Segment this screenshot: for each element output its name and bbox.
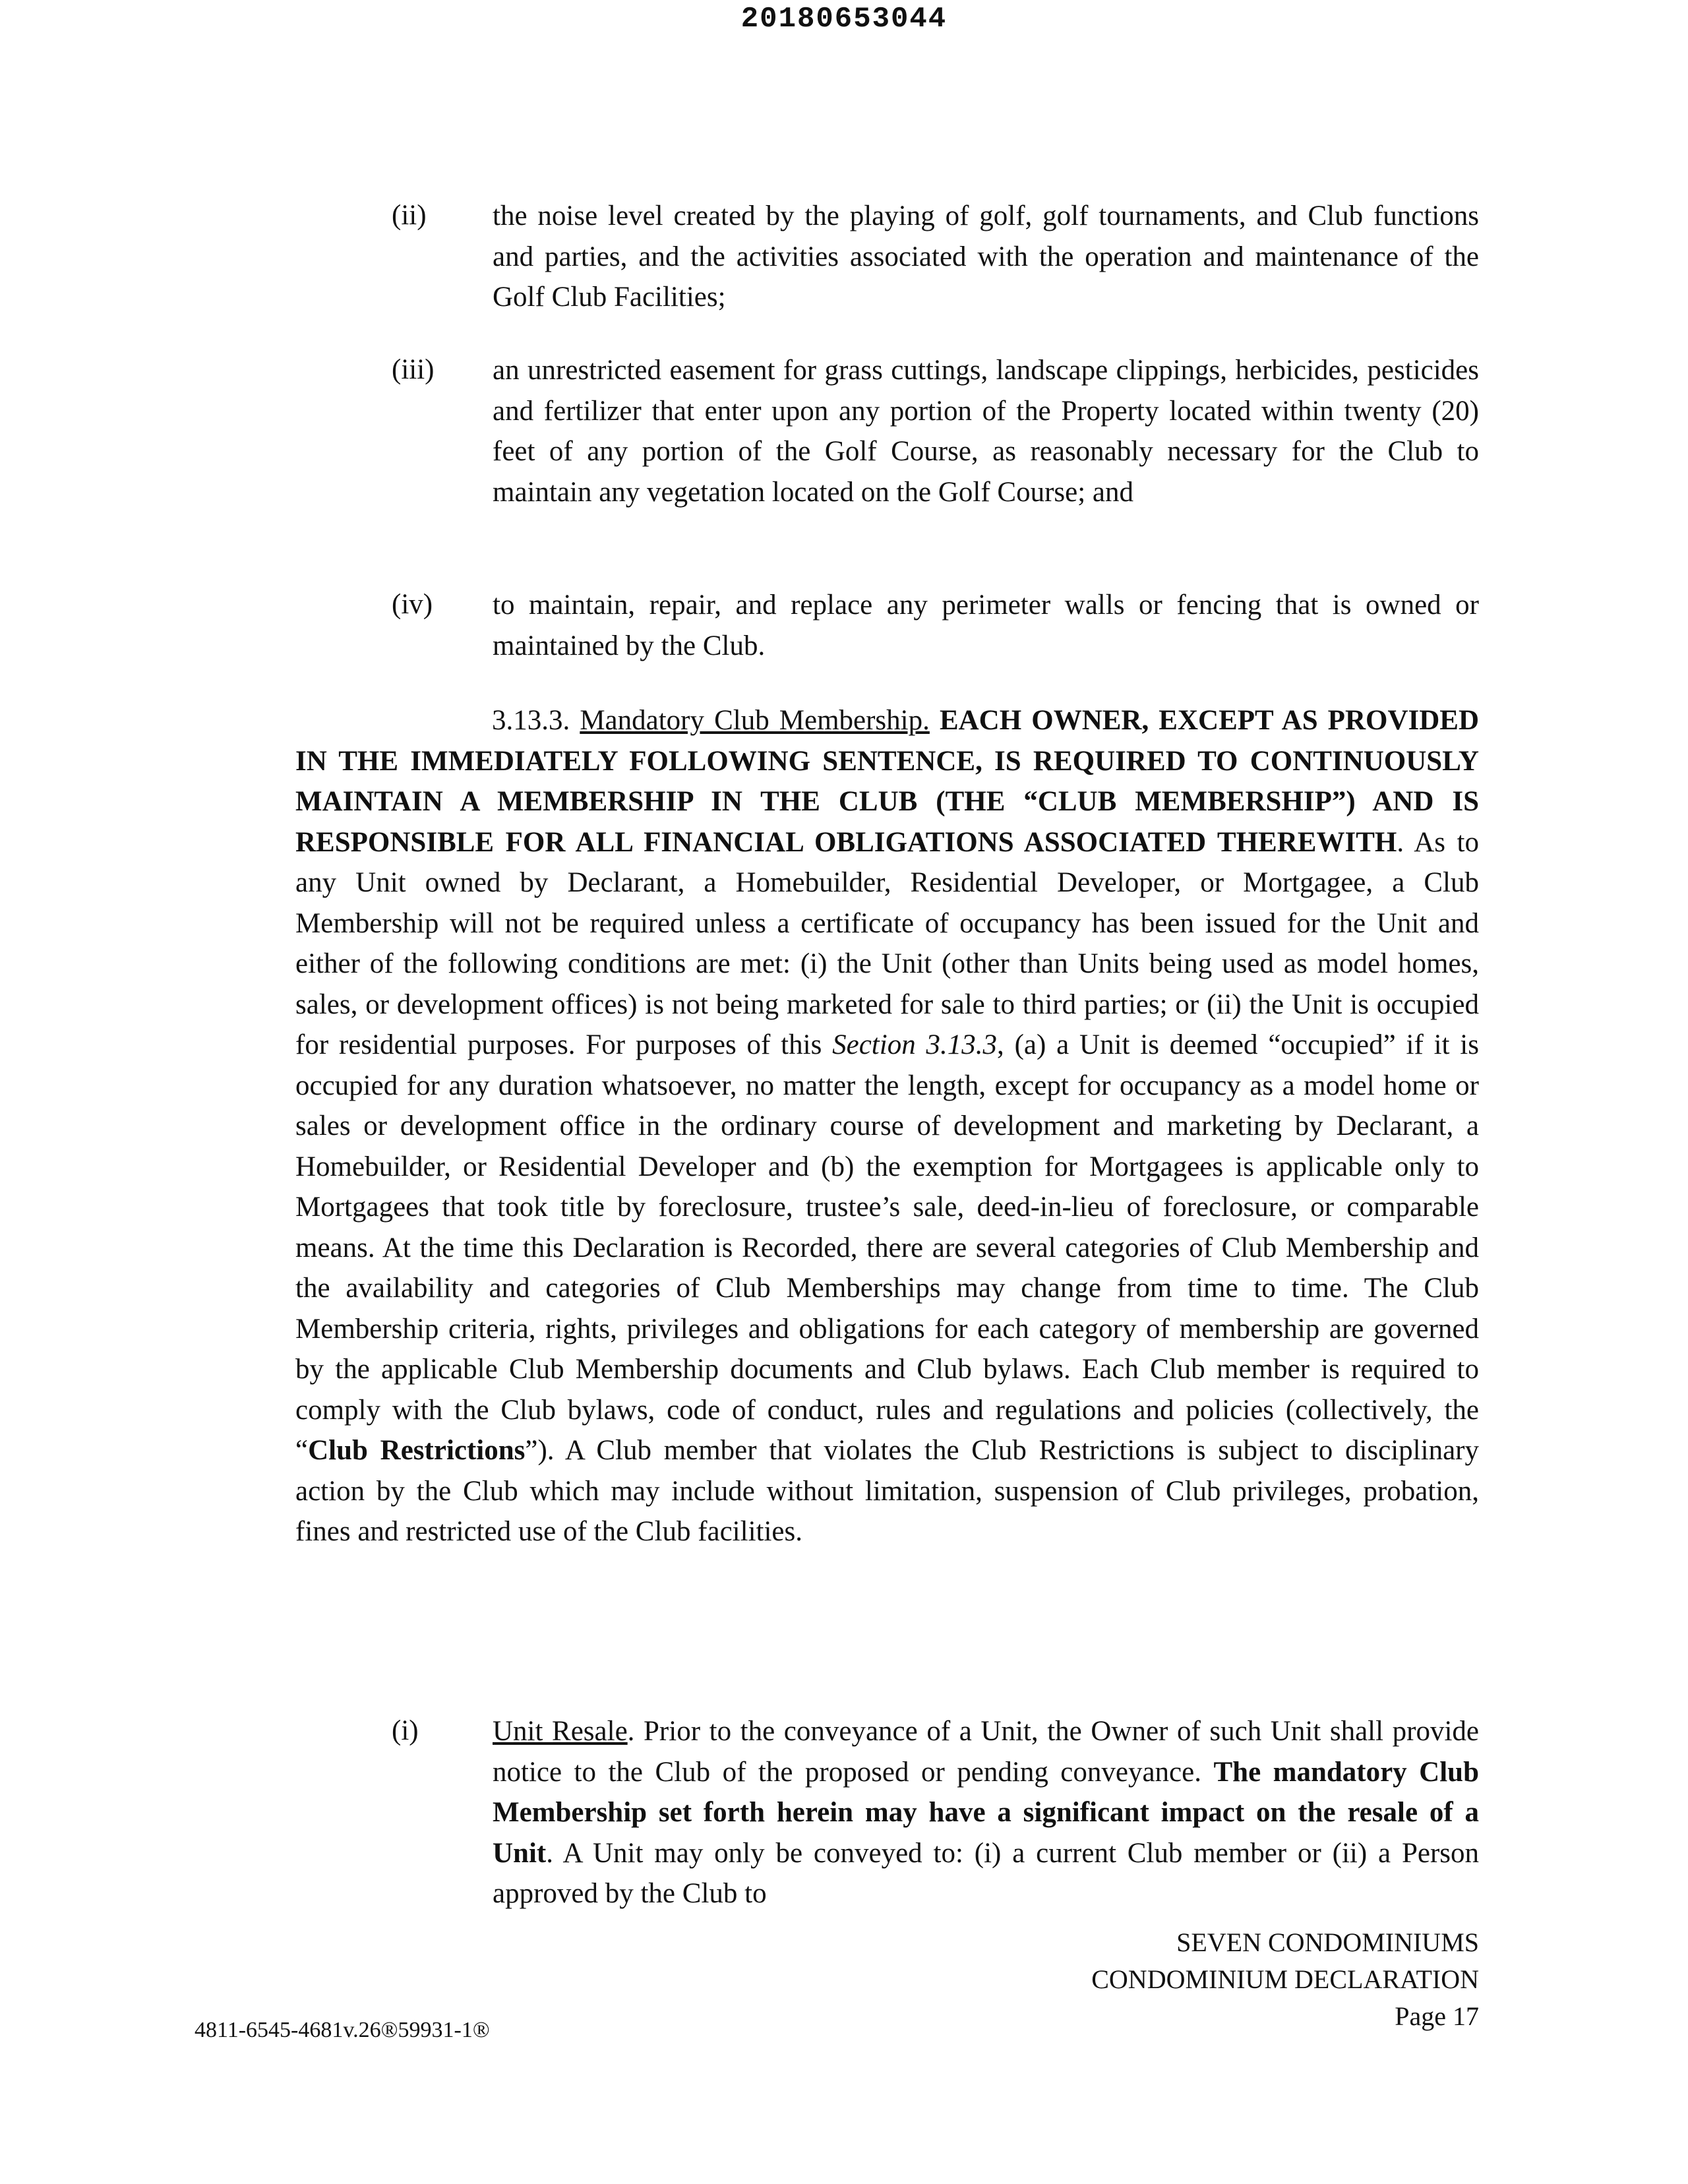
section-text-2: , (a) a Unit is deemed “occupied” if it is occupied for any duration whatsoever, no matter the length, except for occupancy as a model home or sales or development office in the ordinary course of development and marketing by Declarant, a Homebuilder, or Residential Developer and (b) the exemption for Mortgagees is applicable only to Mortgagees that took title by foreclosure, trustee’s sale, deed-in-lieu of foreclosure, or comparable means. At the time this Declaration is Recorded, there are several categories of Club Membership and the availability and categories of Club Memberships may change from time to time. The Club Membership criteria, rights, privileges and obligations for each category of membership are governed by the applicable Club Membership documents and Club bylaws. Each Club member is required to comply with the Club bylaws, code of conduct, rules and regulations and policies (collectively, the “ (295, 1029, 1479, 1466)
unit-resale-heading: Unit Resale (493, 1716, 628, 1747)
section-reference: Section 3.13.3 (832, 1029, 998, 1060)
document-id: 4811-6545-4681v.26®59931-1® (195, 2018, 490, 2042)
item-text-ii: the noise level created by the playing of golf, golf tournaments, and Club functions and parties, and the activities associated with the operation and maintenance of the Golf Club Facilities; (493, 200, 1479, 313)
item-label-iv: (iv) (392, 589, 433, 620)
unit-resale-bold-notice: The mandatory Club Membership set forth herein may have a significant impact on the resale of a Unit (493, 1756, 1479, 1869)
section-number: 3.13.3. (492, 705, 570, 736)
item-label-ii: (ii) (392, 200, 427, 231)
defined-term-club-restrictions: Club Restrictions (308, 1435, 526, 1466)
item-text-unit-resale (493, 1711, 1479, 1914)
footer-project-name: SEVEN CONDOMINIUMS (1176, 1927, 1479, 1957)
unit-resale-text-2: . A Unit may only be conveyed to: (i) a current Club member or (ii) a Person approved by the Club to (493, 1837, 1479, 1909)
section-3-13-3-paragraph (295, 700, 1479, 1552)
section-heading: Mandatory Club Membership. (580, 705, 930, 736)
item-label-i: (i) (392, 1715, 419, 1746)
footer-document-title: CONDOMINIUM DECLARATION (1091, 1964, 1479, 1994)
record-number: 20180653044 (740, 3, 948, 36)
mandatory-membership-statement: EACH OWNER, EXCEPT AS PROVIDED IN THE IMMEDIATELY FOLLOWING SENTENCE, IS REQUIRED TO CONTINUOUSLY MAINTAIN A MEMBERSHIP IN THE CLUB (THE “CLUB MEMBERSHIP”) AND IS RESPONSIBLE FOR ALL FINANCIAL OBLIGATIONS ASSOCIATED THEREWITH (295, 705, 1480, 858)
unit-resale-text-1: . Prior to the conveyance of a Unit, the Owner of such Unit shall provide notice to the Club of the proposed or pending conveyance. (493, 1716, 1479, 1788)
item-label-iii: (iii) (392, 354, 435, 385)
section-text-3: ”). A Club member that violates the Club Restrictions is subject to disciplinary action by the Club which may include without limitation, suspension of Club privileges, probation, fines and restricted use of the Club facilities. (295, 1435, 1479, 1547)
item-text-iii: an unrestricted easement for grass cuttings, landscape clippings, herbicides, pesticides and fertilizer that enter upon any portion of the Property located within twenty (20) feet of any portion of the Golf Course, as reasonably necessary for the Club to maintain any vegetation located on the Golf Course; and (493, 355, 1479, 508)
section-text-1: . As to any Unit owned by Declarant, a Homebuilder, Residential Developer, or Mortgagee, a Club Membership will not be required unless a certificate of occupancy has been issued for the Unit and either of the following conditions are met: (i) the Unit (other than Units being used as model homes, sales, or development offices) is not being marketed for sale to third parties; or (ii) the Unit is occupied for residential purposes. For purposes of this (295, 826, 1479, 1060)
page-footer (1091, 1924, 1479, 2035)
page-number: Page 17 (1395, 2001, 1479, 2031)
item-text-iv: to maintain, repair, and replace any perimeter walls or fencing that is owned or maintained by the Club. (493, 590, 1479, 661)
